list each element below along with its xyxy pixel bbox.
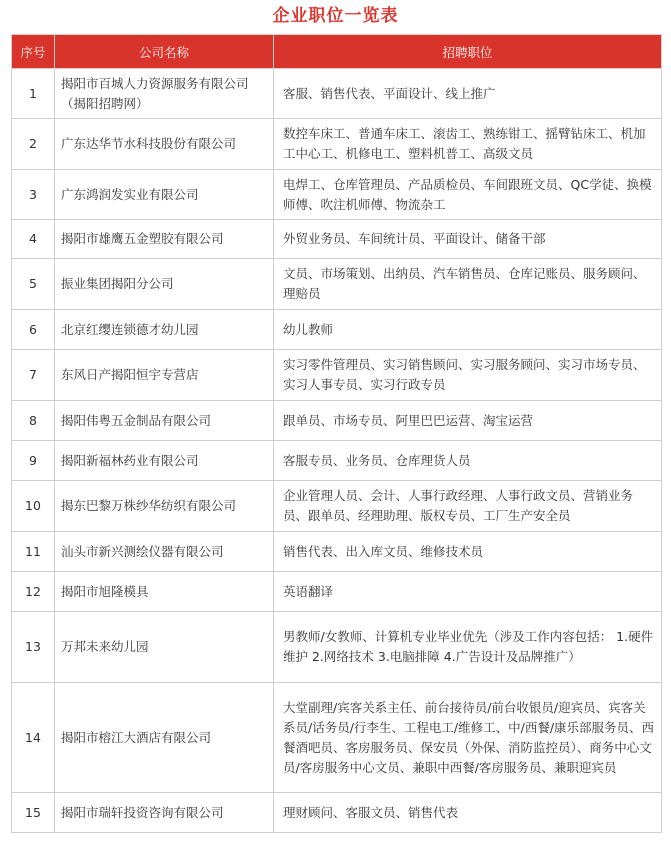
header-number: 序号	[12, 35, 55, 69]
job-positions: 跟单员、市场专员、阿里巴巴运营、淘宝运营	[274, 401, 662, 441]
job-positions: 企业管理人员、会计、人事行政经理、人事行政文员、营销业务员、跟单员、经理助理、版权专员、工厂生产安全员	[274, 481, 662, 532]
job-table	[11, 34, 662, 833]
row-number: 14	[12, 683, 55, 793]
company-name: 振业集团揭阳分公司	[55, 259, 274, 310]
table-row	[12, 481, 662, 532]
row-number: 2	[12, 119, 55, 170]
table-row	[12, 441, 662, 481]
job-positions: 外贸业务员、车间统计员、平面设计、储备干部	[274, 220, 662, 259]
job-positions: 数控车床工、普通车床工、滚齿工、熟练钳工、摇臂钻床工、机加工中心工、机修电工、塑料机普工、高级文员	[274, 119, 662, 170]
row-number: 13	[12, 612, 55, 683]
table-row	[12, 350, 662, 401]
job-positions: 销售代表、出入库文员、维修技术员	[274, 532, 662, 572]
row-number: 9	[12, 441, 55, 481]
row-number: 1	[12, 69, 55, 119]
row-number: 15	[12, 793, 55, 833]
job-positions: 大堂副理/宾客关系主任、前台接待员/前台收银员/迎宾员、宾客关系员/话务员/行李生、工程电工/维修工、中/西餐/康乐部服务员、西餐酒吧员、客房服务员、保安员（外保、消防监控员）、商务中心文员/客房服务中心文员、兼职中西餐/客房服务员、兼职迎宾员	[274, 683, 662, 793]
row-number: 7	[12, 350, 55, 401]
job-positions: 男教师/女教师、计算机专业毕业优先（涉及工作内容包括： 1.硬件维护 2.网络技术 3.电脑排障 4.广告设计及品牌推广）	[274, 612, 662, 683]
table-row	[12, 612, 662, 683]
header-positions: 招聘职位	[274, 35, 662, 69]
job-positions: 文员、市场策划、出纳员、汽车销售员、仓库记账员、服务顾问、理赔员	[274, 259, 662, 310]
company-name: 揭阳伟粤五金制品有限公司	[55, 401, 274, 441]
row-number: 8	[12, 401, 55, 441]
company-name: 揭阳新福林药业有限公司	[55, 441, 274, 481]
table-row	[12, 401, 662, 441]
table-row	[12, 572, 662, 612]
header-company: 公司名称	[55, 35, 274, 69]
company-name: 揭东巴黎万株纱华纺织有限公司	[55, 481, 274, 532]
table-row	[12, 259, 662, 310]
table-row	[12, 532, 662, 572]
row-number: 10	[12, 481, 55, 532]
job-positions: 理财顾问、客服文员、销售代表	[274, 793, 662, 833]
table-row	[12, 69, 662, 119]
company-name: 东风日产揭阳恒宇专营店	[55, 350, 274, 401]
job-positions: 客服、销售代表、平面设计、线上推广	[274, 69, 662, 119]
table-row	[12, 793, 662, 833]
company-name: 揭阳市百城人力资源服务有限公司（揭阳招聘网）	[55, 69, 274, 119]
company-name: 汕头市新兴测绘仪器有限公司	[55, 532, 274, 572]
company-name: 广东达华节水科技股份有限公司	[55, 119, 274, 170]
company-name: 揭阳市榕江大酒店有限公司	[55, 683, 274, 793]
row-number: 4	[12, 220, 55, 259]
table-row	[12, 683, 662, 793]
company-name: 广东鸿润发实业有限公司	[55, 170, 274, 220]
company-name: 北京红缨连锁德才幼儿园	[55, 310, 274, 350]
table-row	[12, 119, 662, 170]
table-header-row	[12, 35, 662, 69]
row-number: 11	[12, 532, 55, 572]
row-number: 5	[12, 259, 55, 310]
row-number: 6	[12, 310, 55, 350]
row-number: 12	[12, 572, 55, 612]
company-name: 揭阳市旭隆模具	[55, 572, 274, 612]
table-row	[12, 220, 662, 259]
company-name: 揭阳市雄鹰五金塑胶有限公司	[55, 220, 274, 259]
job-positions: 幼儿教师	[274, 310, 662, 350]
table-row	[12, 170, 662, 220]
table-row	[12, 310, 662, 350]
job-positions: 英语翻译	[274, 572, 662, 612]
job-positions: 客服专员、业务员、仓库理货人员	[274, 441, 662, 481]
row-number: 3	[12, 170, 55, 220]
company-name: 揭阳市瑞轩投资咨询有限公司	[55, 793, 274, 833]
job-positions: 实习零件管理员、实习销售顾问、实习服务顾问、实习市场专员、实习人事专员、实习行政专员	[274, 350, 662, 401]
job-positions: 电焊工、仓库管理员、产品质检员、车间跟班文员、QC学徒、换模师傅、吹注机师傅、物流杂工	[274, 170, 662, 220]
company-name: 万邦未来幼儿园	[55, 612, 274, 683]
page-title: 企业职位一览表	[272, 6, 399, 26]
